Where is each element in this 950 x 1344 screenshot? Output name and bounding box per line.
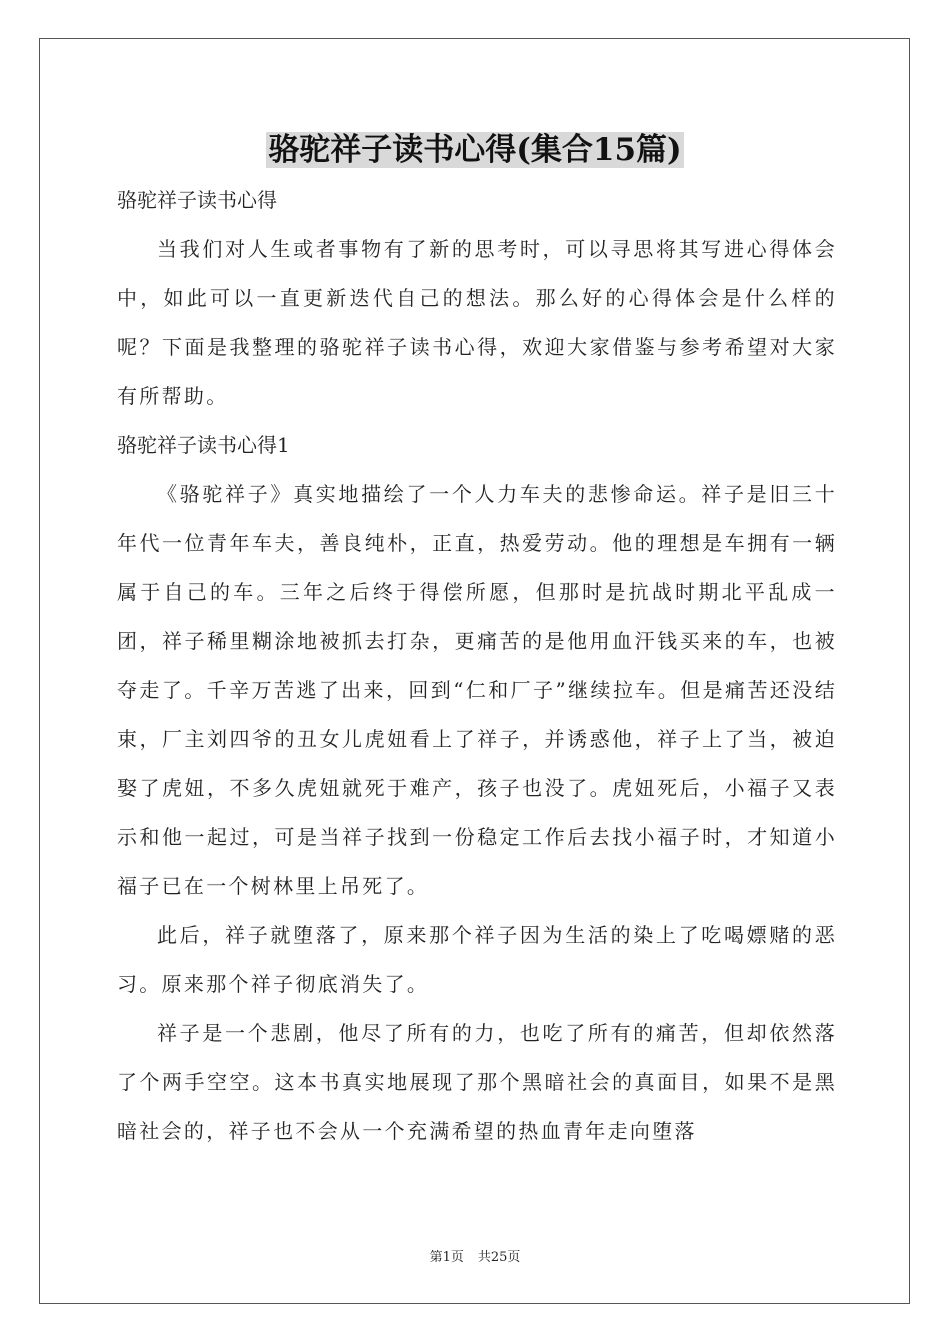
section-heading: 骆驼祥子读书心得 (117, 188, 277, 212)
paragraph: 《骆驼祥子》真实地描绘了一个人力车夫的悲惨命运。祥子是旧三十年代一位青年车夫，善良纯朴，正直，热爱劳动。他的理想是车拥有一辆属于自己的车。三年之后终于得偿所愿，但那时是抗战时期北平乱成一团，祥子稀里糊涂地被抓去打杂，更痛苦的是他用血汗钱买来的车，也被夺走了。千辛万苦逃了出来，回到“仁和厂子”继续拉车。但是痛苦还没结束，厂主刘四爷的丑女儿虎妞看上了祥子，并诱惑他，祥子上了当，被迫娶了虎妞，不多久虎妞就死于难产，孩子也没了。虎妞死后，小福子又表示和他一起过，可是当祥子找到一份稳定工作后去找小福子时，才知道小福子已在一个树林里上吊死了。 (117, 482, 837, 898)
document-title-text: 骆驼祥子读书心得(集合15篇) (268, 132, 682, 168)
section-heading: 骆驼祥子读书心得1 (117, 433, 290, 457)
paragraph: 祥子是一个悲剧，他尽了所有的力，也吃了所有的痛苦，但却依然落了个两手空空。这本书真实地展现了那个黑暗社会的真面目，如果不是黑暗社会的，祥子也不会从一个充满希望的热血青年走向堕落 (117, 1021, 837, 1143)
paragraph: 此后，祥子就堕落了，原来那个祥子因为生活的染上了吃喝嫖赌的恶习。原来那个祥子彻底消失了。 (117, 923, 837, 996)
page-footer (0, 1246, 950, 1265)
page-total: 共25页 (477, 1250, 521, 1265)
document-title (0, 128, 950, 172)
document-body (117, 176, 837, 1156)
page-number: 第1页 (429, 1250, 464, 1265)
paragraph: 当我们对人生或者事物有了新的思考时，可以寻思将其写进心得体会中，如此可以一直更新迭代自己的想法。那么好的心得体会是什么样的呢？下面是我整理的骆驼祥子读书心得，欢迎大家借鉴与参考希望对大家有所帮助。 (117, 237, 837, 408)
